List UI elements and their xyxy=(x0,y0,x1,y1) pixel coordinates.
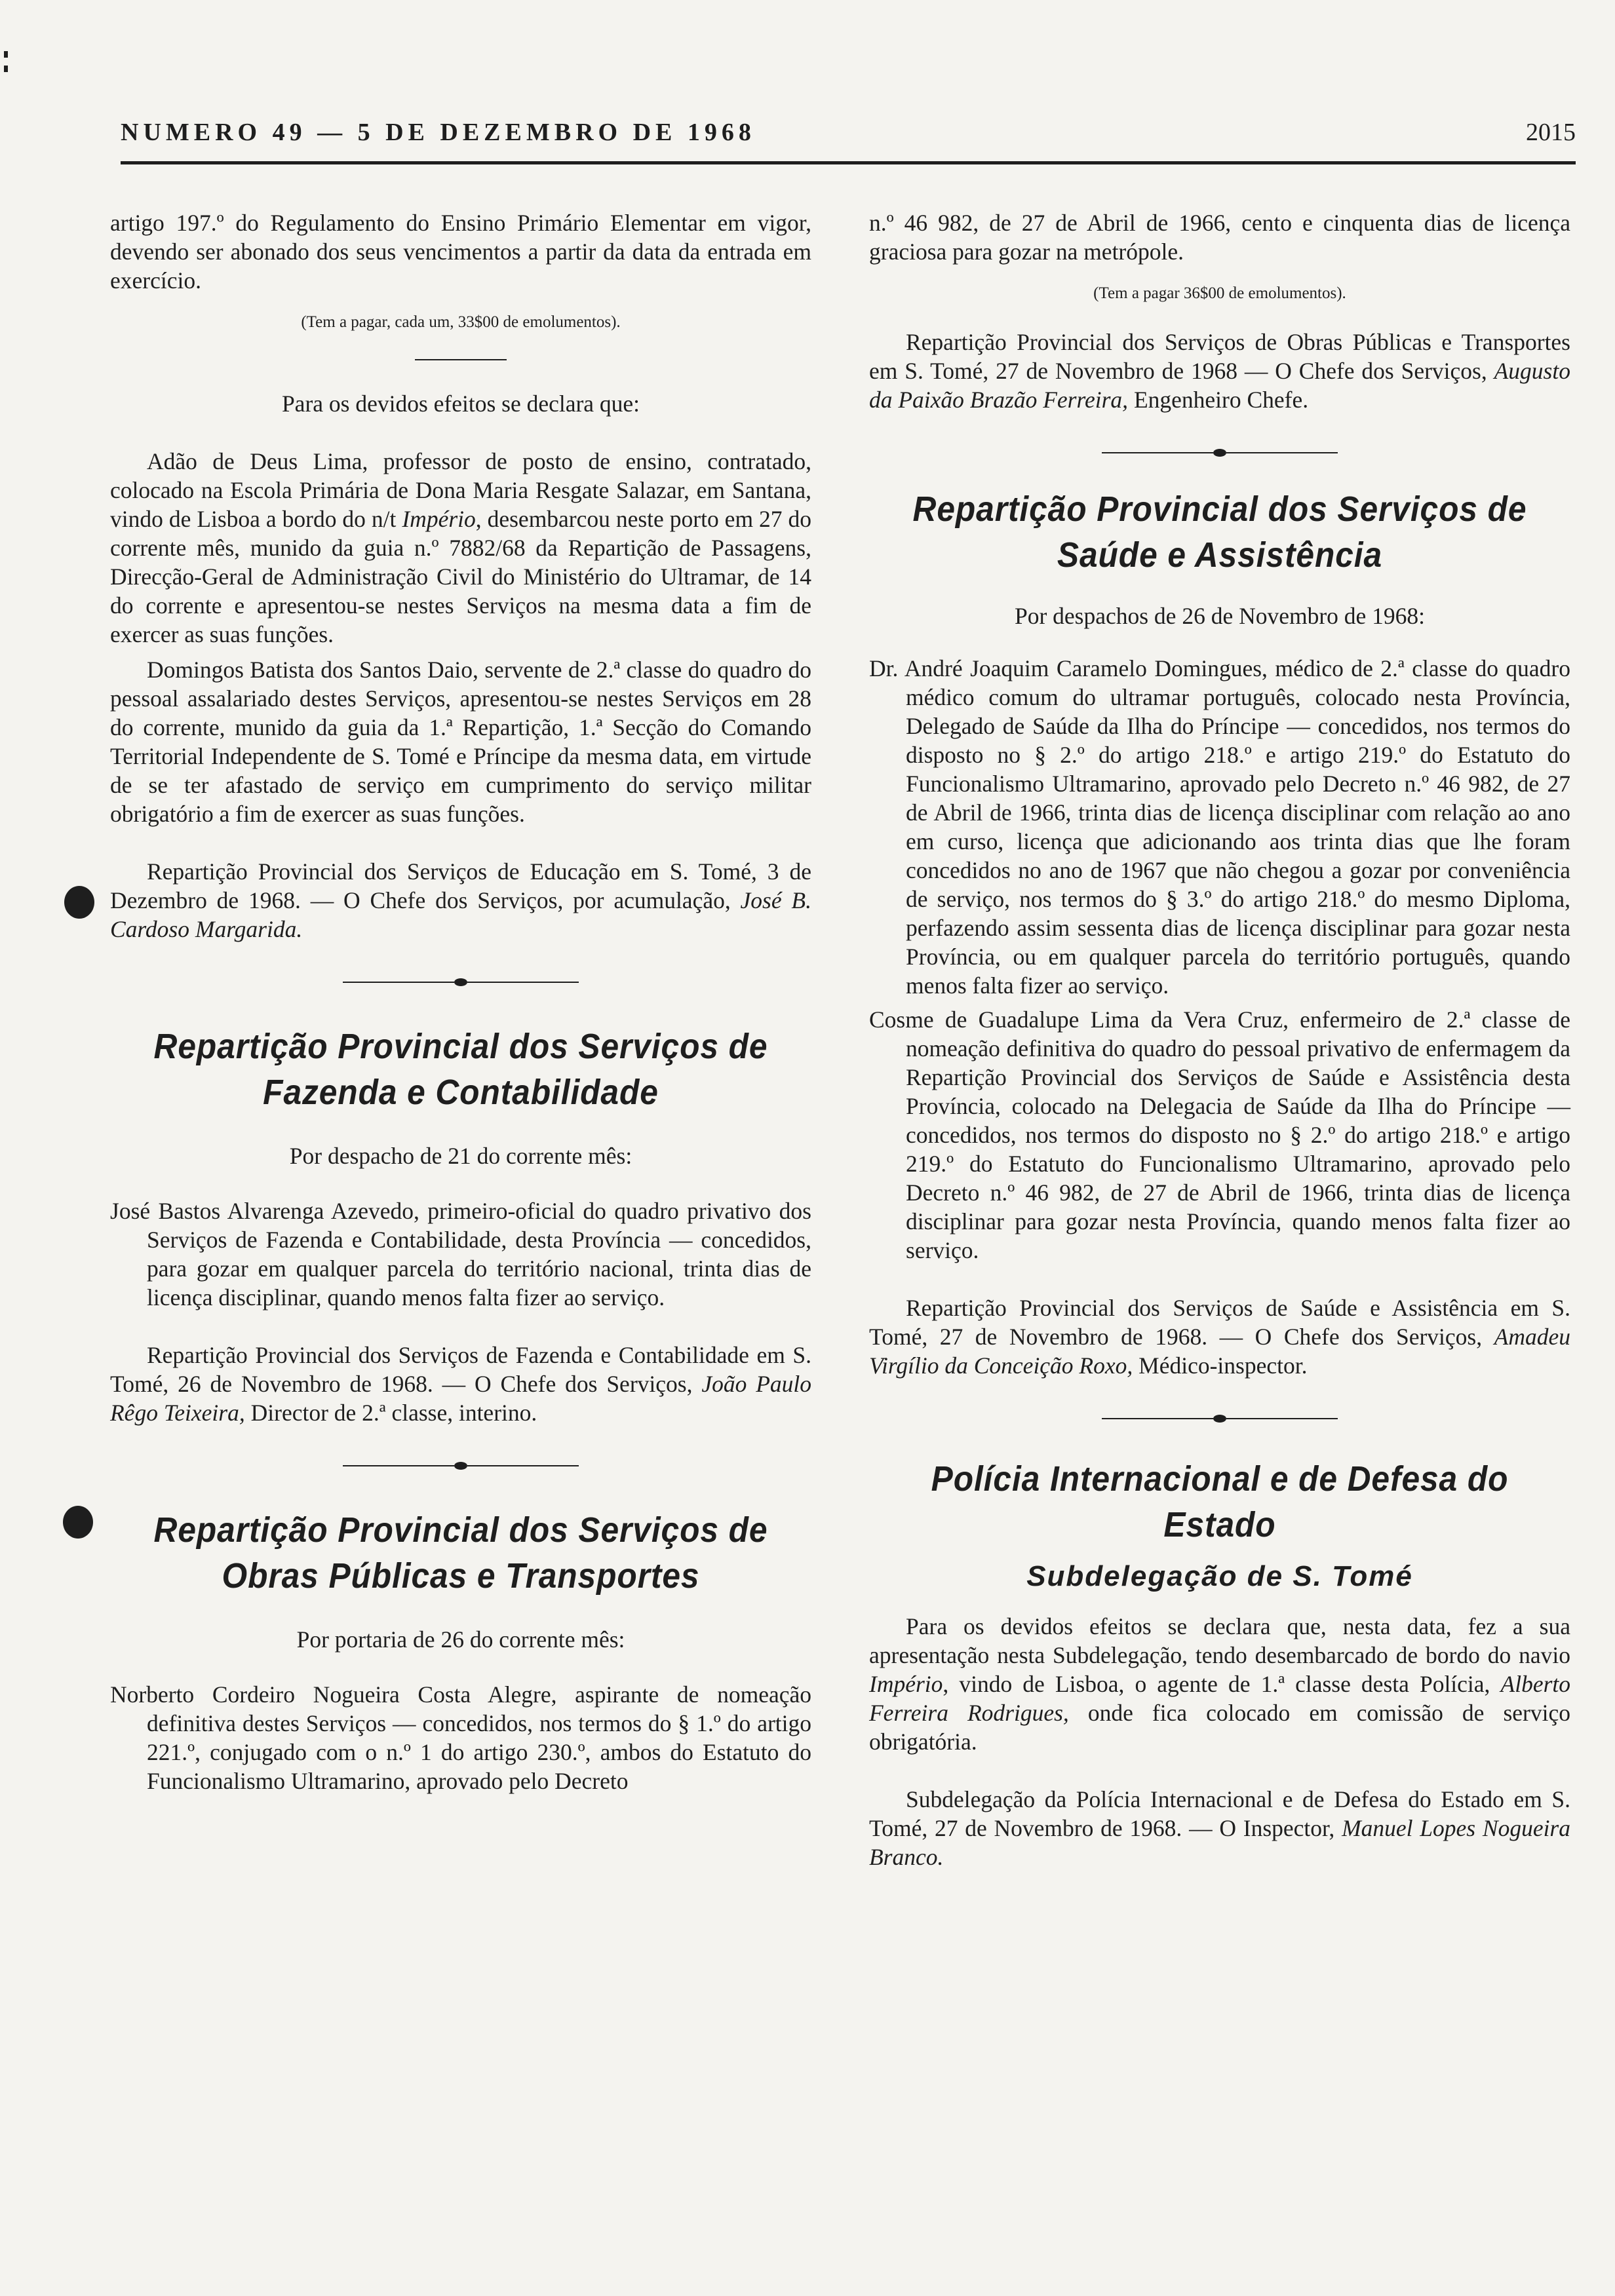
ornament-divider xyxy=(343,1461,579,1470)
paragraph-policia: Para os devidos efeitos se declara que, nesta data, fez a sua apresentação nesta Subdelegação, tendo desembarcado de bordo do navio Império, vindo de Lisboa, o agente de 1.ª classe desta Polícia, Alberto Ferreira Rodrigues, onde fica colocado em comissão de serviço obrigatória. xyxy=(869,1613,1571,1755)
paragraph: artigo 197.º do Regulamento do Ensino Primário Elementar em vigor, devendo ser abonado dos seus vencimentos a partir da data da entrada em exercício. xyxy=(110,210,811,294)
emoluments-note: (Tem a pagar, cada um, 33$00 de emolumentos). xyxy=(301,313,621,331)
ornament-divider xyxy=(1102,1414,1338,1423)
despacho-intro: Por despacho de 21 do corrente mês: xyxy=(289,1143,632,1169)
section-heading-obras: Repartição Provincial dos Serviços de Obras Públicas e Transportes xyxy=(153,1510,768,1596)
emoluments-note: (Tem a pagar 36$00 de emolumentos). xyxy=(1093,284,1346,302)
despacho-intro: Por despachos de 26 de Novembro de 1968: xyxy=(1014,603,1426,629)
ornament-divider xyxy=(343,978,579,987)
declaration-intro: Para os devidos efeitos se declara que: xyxy=(281,391,640,417)
scan-artifact xyxy=(4,51,8,58)
right-column xyxy=(869,208,1570,1871)
paragraph-domingos: Domingos Batista dos Santos Daio, servente de 2.ª classe do quadro do pessoal assalariado destes Serviços, apresentou-se nestes Serviços em 28 do corrente, munido da guia da 1.ª Repartição, 1.ª Secção do Comando Territorial Independente de S. Tomé e Príncipe da mesma data, em virtude de se ter afastado de serviço em cumprimento do serviço militar obrigatório a fim de exercer as suas funções. xyxy=(110,657,811,827)
page-number: 2015 xyxy=(1526,119,1576,146)
left-column xyxy=(110,208,811,1795)
paragraph: n.º 46 982, de 27 de Abril de 1966, cento e cinquenta dias de licença graciosa para gozar na metrópole. xyxy=(869,210,1570,265)
signature-saude: Repartição Provincial dos Serviços de Saúde e Assistência em S. Tomé, 27 de Novembro de 1968. — O Chefe dos Serviços, Amadeu Virgílio da Conceição Roxo, Médico-inspector. xyxy=(869,1295,1570,1379)
signature-policia: Subdelegação da Polícia Internacional e de Defesa do Estado em S. Tomé, 27 de Novembro de 1968. — O Inspector, Manuel Lopes Nogueira Branco. xyxy=(869,1786,1570,1870)
paragraph-adao: Adão de Deus Lima, professor de posto de ensino, contratado, colocado na Escola Primária de Dona Maria Resgate Salazar, em Santana, vindo de Lisboa a bordo do n/t Império, desembarcou neste porto em 27 do corrente mês, munido da guia n.º 7882/68 da Repartição de Passagens, Direcção-Geral de Administração Civil do Ministério do Ultramar, de 14 do corrente e apresentou-se nestes Serviços na mesma data a fim de exercer as suas funções. xyxy=(110,448,811,647)
paragraph-cosme: Cosme de Guadalupe Lima da Vera Cruz, enfermeiro de 2.ª classe de nomeação definitiva do quadro do pessoal privativo de enfermagem da Repartição Provincial dos Serviços de Saúde e Assistência desta Província, colocado na Delegacia de Saúde da Ilha do Príncipe — concedidos, nos termos do disposto no § 2.º do artigo 218.º e artigo 219.º do Estatuto do Funcionalismo Ultramarino, aprovado pelo Decreto n.º 46 982, de 27 de Abril de 1966, trinta dias de licença disciplinar para gozar nesta Província, quando menos falta fizer ao serviço. xyxy=(869,1006,1570,1263)
signature-educacao: Repartição Provincial dos Serviços de Educação em S. Tomé, 3 de Dezembro de 1968. — O Chefe dos Serviços, por acumulação, José B. Cardoso Margarida. xyxy=(110,858,811,942)
signature-obras: Repartição Provincial dos Serviços de Obras Públicas e Transportes em S. Tomé, 27 de Novembro de 1968 — O Chefe dos Serviços, Augusto da Paixão Brazão Ferreira, Engenheiro Chefe. xyxy=(869,329,1570,413)
ornament-divider xyxy=(1102,448,1338,457)
section-heading-policia: Polícia Internacional e de Defesa do Estado xyxy=(931,1459,1509,1544)
signature-fazenda: Repartição Provincial dos Serviços de Fazenda e Contabilidade em S. Tomé, 26 de Novembro de 1968. — O Chefe dos Serviços, João Paulo Rêgo Teixeira, Director de 2.ª classe, interino. xyxy=(110,1342,812,1426)
portaria-intro: Por portaria de 26 do corrente mês: xyxy=(296,1626,625,1653)
binding-hole-mark xyxy=(64,886,94,919)
paragraph-jose: José Bastos Alvarenga Azevedo, primeiro-oficial do quadro privativo dos Serviços de Fazenda e Contabilidade, desta Província — concedidos, para gozar em qualquer parcela do território nacional, trinta dias de licença disciplinar, quando menos falta fizer ao serviço. xyxy=(110,1198,811,1311)
issue-date: NUMERO 49 — 5 DE DEZEMBRO DE 1968 xyxy=(121,119,756,146)
subsection-heading: Subdelegação de S. Tomé xyxy=(1026,1560,1413,1592)
paragraph-andre: Dr. André Joaquim Caramelo Domingues, médico de 2.ª classe do quadro médico comum do ultramar português, colocado nesta Província, Delegado de Saúde da Ilha do Príncipe — concedidos, nos termos do disposto no § 2.º do artigo 218.º e artigo 219.º do Estatuto do Funcionalismo Ultramarino, aprovado pelo Decreto n.º 46 982, de 27 de Abril de 1966, trinta dias de licença disciplinar com relação ao ano em curso, licença que adicionando aos trinta dias que lhe foram concedidos no ano de 1967 que não chegou a gozar por conveniência de serviço, nos termos do § 3.º do artigo 218.º do mesmo Diploma, perfazendo assim sessenta dias de licença disciplinar para gozar nesta Província, ou em qualquer parcela do território português, quando menos falta fizer ao serviço. xyxy=(869,655,1570,999)
section-heading-saude: Repartição Provincial dos Serviços de Saúde e Assistência xyxy=(912,489,1527,575)
binding-hole-mark xyxy=(63,1506,93,1539)
header-rule xyxy=(121,161,1576,164)
page-header xyxy=(121,111,1576,152)
section-heading-fazenda: Repartição Provincial dos Serviços de Fazenda e Contabilidade xyxy=(153,1027,768,1112)
paragraph-norberto: Norberto Cordeiro Nogueira Costa Alegre, aspirante de nomeação definitiva destes Serviços — concedidos, nos termos do § 1.º do artigo 221.º, conjugado com o n.º 1 do artigo 230.º, ambos do Estatuto do Funcionalismo Ultramarino, aprovado pelo Decreto xyxy=(110,1681,811,1794)
scan-artifact xyxy=(4,66,8,72)
